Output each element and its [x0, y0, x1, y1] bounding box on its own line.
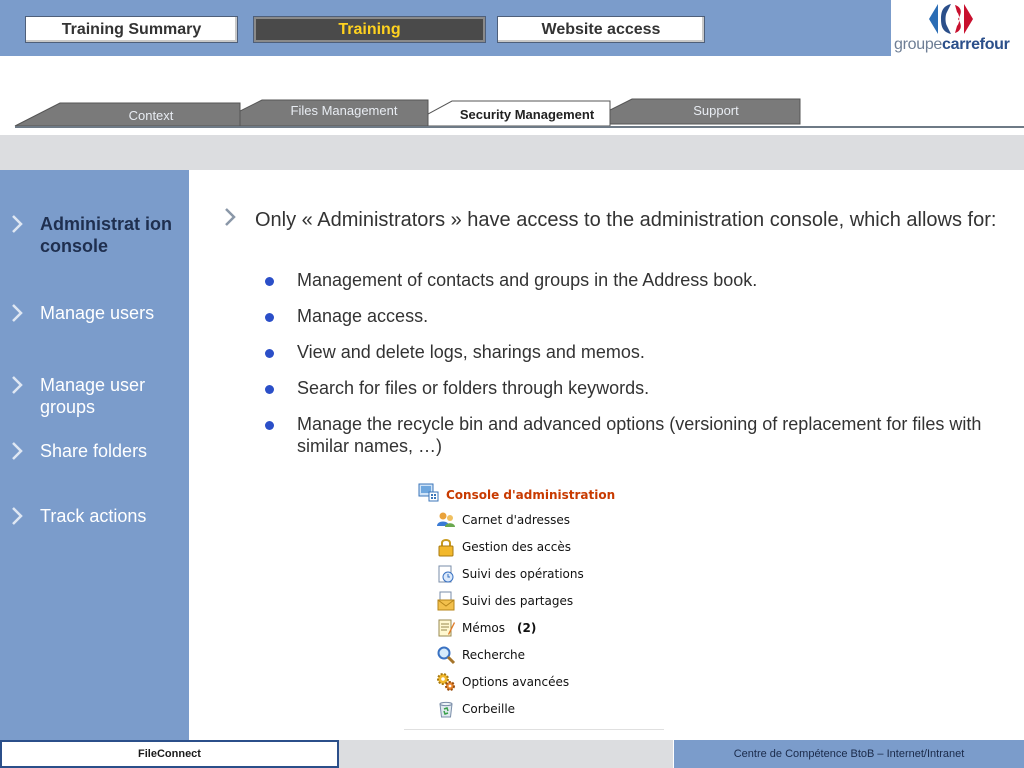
sidebar-item-share-folders[interactable]: [0, 440, 189, 490]
list-item-text: Manage the recycle bin and advanced options (versioning of replacement for files with similar names, …): [297, 414, 982, 456]
chevron-right-icon: [10, 507, 24, 525]
footer-app-name: FileConnect: [0, 740, 339, 768]
console-item-label: Recherche: [462, 648, 526, 662]
chevron-right-icon: [10, 304, 24, 322]
sidebar-item-label: Track actions: [40, 506, 147, 526]
tab-training-summary[interactable]: Training Summary: [25, 16, 238, 43]
list-item: [259, 269, 1019, 291]
console-item-label: Mémos: [462, 621, 506, 635]
clock-document-icon: [436, 564, 456, 584]
tab-website-access[interactable]: Website access: [497, 16, 705, 43]
memo-count-badge: (2): [517, 621, 537, 635]
list-item-text: Management of contacts and groups in the Address book.: [297, 270, 758, 290]
envelope-document-icon: [436, 591, 456, 611]
sidebar-item-label: Manage user groups: [40, 375, 146, 417]
console-item-advanced-options[interactable]: [436, 671, 569, 693]
footer-spacer: [339, 740, 673, 768]
lock-icon: [436, 537, 456, 557]
admin-console-icon: [416, 481, 440, 503]
list-item: [259, 305, 1019, 327]
tab-training[interactable]: Training: [253, 16, 486, 43]
chevron-right-icon: [10, 376, 24, 394]
subtab-support[interactable]: Support: [693, 102, 739, 118]
footer-credit: Centre de Compétence BtoB – Internet/Intranet: [674, 740, 1024, 768]
sidebar-item-track-actions[interactable]: [0, 505, 189, 555]
sidebar-item-label: Share folders: [40, 441, 148, 461]
console-item-shares[interactable]: [436, 590, 573, 612]
carrefour-logo: [890, 0, 1024, 56]
subtab-context[interactable]: Context: [128, 107, 174, 123]
sidebar-item-administration-console[interactable]: [0, 213, 189, 263]
sidebar-item-label: Administrat ion console: [40, 214, 173, 256]
header-bar: [0, 0, 890, 56]
list-item: [259, 413, 1019, 457]
address-book-icon: [436, 510, 456, 530]
sidebar-item-manage-users[interactable]: [0, 302, 189, 352]
console-item-label: Suivi des partages: [462, 594, 574, 608]
grey-band: [0, 135, 1024, 170]
subnav-divider: [15, 126, 1024, 128]
recycle-bin-icon: [436, 699, 456, 719]
sidebar-item-manage-user-groups[interactable]: [0, 374, 189, 424]
console-item-operations[interactable]: [436, 563, 584, 585]
sidebar: [0, 170, 189, 740]
list-item: [259, 377, 1019, 399]
console-item-memos[interactable]: [436, 617, 536, 639]
chevron-right-icon: [10, 215, 24, 233]
subnav: [0, 56, 1024, 134]
bullet-dot-icon: [265, 385, 274, 394]
console-item-recycle-bin[interactable]: [436, 698, 515, 720]
console-item-label: Corbeille: [462, 702, 516, 716]
console-item-access-management[interactable]: [436, 536, 571, 558]
console-item-label: Suivi des opérations: [462, 567, 584, 581]
bullet-dot-icon: [265, 313, 274, 322]
feature-list: [259, 269, 1019, 471]
list-item-text: Search for files or folders through keywords.: [297, 378, 650, 398]
logo-wordmark: groupecarrefour: [894, 36, 1010, 53]
main-content: [189, 170, 1024, 740]
bullet-dot-icon: [265, 349, 274, 358]
lead-paragraph: Only « Administrators » have access to the administration console, which allows for:: [255, 209, 997, 231]
console-item-label: Gestion des accès: [462, 540, 571, 554]
console-item-search[interactable]: [436, 644, 525, 666]
magnifier-icon: [436, 645, 456, 665]
subtab-security-management[interactable]: Security Management: [459, 106, 595, 122]
sidebar-item-label: Manage users: [40, 303, 155, 323]
console-item-label: Carnet d'adresses: [462, 513, 571, 527]
list-item-text: Manage access.: [297, 306, 429, 326]
chevron-right-icon: [10, 442, 24, 460]
bullet-dot-icon: [265, 277, 274, 286]
bullet-dot-icon: [265, 421, 274, 430]
subtab-files-management[interactable]: Files Management: [290, 102, 398, 118]
memo-icon: [436, 618, 456, 638]
admin-console-screenshot: [404, 475, 664, 730]
gears-icon: [436, 672, 456, 692]
console-title: Console d'administration: [446, 488, 616, 502]
list-item: [259, 341, 1019, 363]
chevron-right-icon: [223, 208, 237, 226]
list-item-text: View and delete logs, sharings and memos.: [297, 342, 645, 362]
console-item-address-book[interactable]: [436, 509, 570, 531]
console-item-label: Options avancées: [462, 675, 570, 689]
